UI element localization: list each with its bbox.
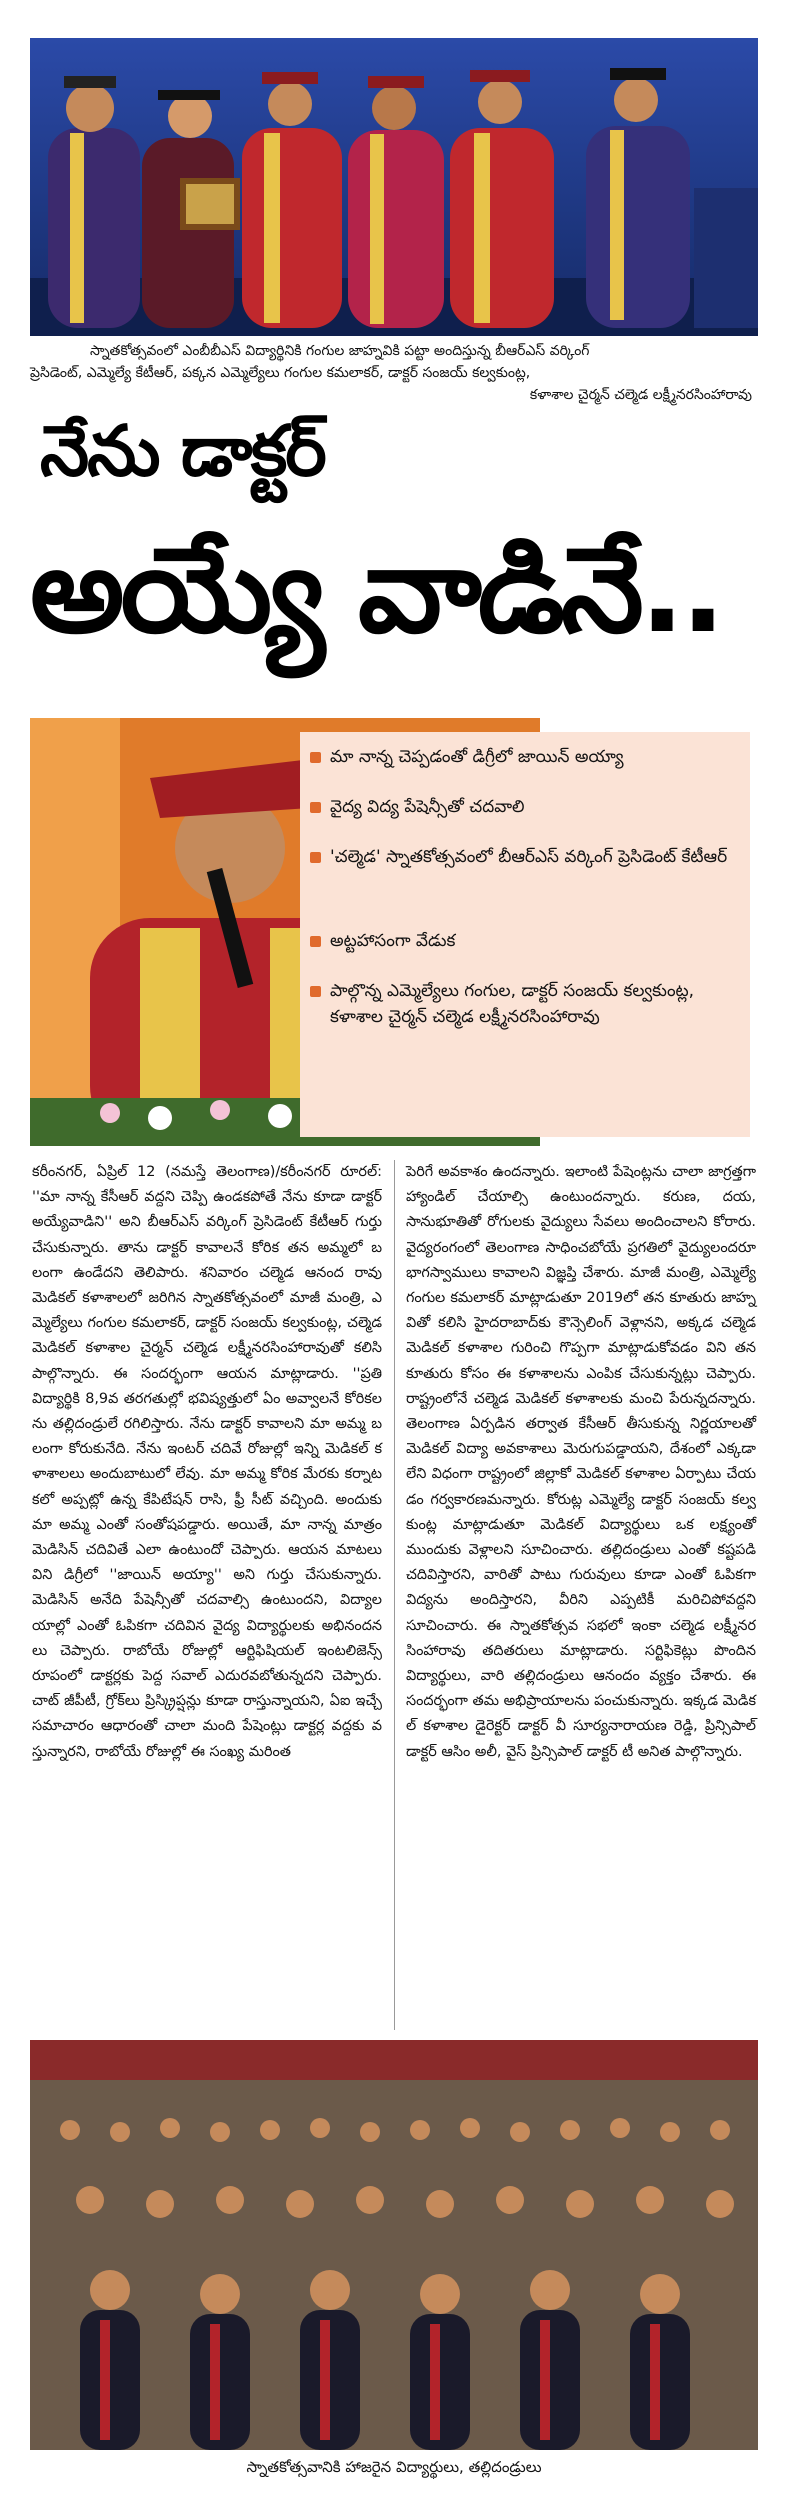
top-photo [30,38,758,336]
highlight-item: మా నాన్న చెప్పడంతో డిగ్రీలో జాయిన్ అయ్యా [330,744,740,770]
highlights-panel [300,732,750,1137]
article-column-right: పెరిగే అవకాశం ఉందన్నారు. ఇలాంటి పేషెంట్లను చాలా జాగ్రత్తగా హ్యాండిల్ చేయాల్సి ఉంటుందన్నారు. కరుణ, దయ, సానుభూతితో రోగులకు వైద్యులు సేవలు అందించాలని కోరారు. వైద్యరంగంలో తెలంగాణ సాధించబోయే ప్రగతిలో వైద్యులందరూ భాగస్వాములు కావాలని విజ్ఞప్తి చేశారు. మాజీ మంత్రి, ఎమ్మెల్యే గంగుల కమలాకర్ మాట్లాడుతూ 2019లో తన కూతురు జాహ్నవితో కలిసి హైదరాబాద్‌కు కౌన్సెలింగ్ వెళ్లానని, అక్కడ చల్మెడ మెడికల్ కళాశాల గురించి గొప్పగా మాట్లాడుకోవడం విని తన కూతురు కోసం ఈ కళాశాలను ఎంపిక చేసుకున్నట్లు చెప్పారు. రాష్ట్రంలోనే చల్మెడ మెడికల్ కళాశాలకు మంచి పేరున్నదన్నారు. తెలంగాణ ఏర్పడిన తర్వాత కేసీఆర్ తీసుకున్న నిర్ణయాలతో మెడికల్ విద్యా అవకాశాలు మెరుగుపడ్డాయని, దేశంలో ఎక్కడా లేని విధంగా రాష్ట్రంలో జిల్లాకో మెడికల్ కళాశాల ఏర్పాటు చేయడం గర్వకారణమన్నారు. కోరుట్ల ఎమ్మెల్యే డాక్టర్ సంజయ్ కల్వకుంట్ల మాట్లాడుతూ మెడికల్ విద్యార్థులు ఒక లక్ష్యంతో ముందుకు వెళ్లాలని సూచించారు. తల్లిదండ్రులు ఎంతో కష్టపడి చదివిస్తారని, వారితో పాటు గురువులు కూడా ఎంతో ఓపికగా విద్యను అందిస్తారని, వీరిని ఎప్పటికీ మరిచిపోవద్దని సూచించారు. ఈ స్నాతకోత్సవ సభలో ఇంకా చల్మెడ లక్ష్మీనరసింహారావు తదితరులు మాట్లాడారు. సర్టిఫికెట్లు పొందిన విద్యార్థులు, వారి తల్లిదండ్రులు ఆనందం వ్యక్తం చేశారు. ఈ సందర్భంగా తమ అభిప్రాయాలను పంచుకున్నారు. ఇక్కడ మెడికల్ కళాశాల డైరెక్టర్ డాక్టర్ వీ సూర్యనారాయణ రెడ్డి, ప్రిన్సిపాల్ డాక్టర్ ఆసిం అలీ, వైస్ ప్రిన్సిపాల్ డాక్టర్ టీ అనిత పాల్గొన్నారు. [406,1164,756,1760]
bullet-marker-icon [310,852,321,863]
bullet-marker-icon [310,802,321,813]
article-body [30,1160,758,2040]
highlight-item: అట్టహాసంగా వేడుక [330,928,740,954]
headline-line-1: నేను డాక్టర్ [40,410,325,492]
highlight-item: 'చల్మెడ' స్నాతకోత్సవంలో బీఆర్ఎస్ వర్కింగ్ ప్రెసిడెంట్ కేటీఆర్ [330,844,740,870]
highlight-item: వైద్య విద్య పేషెన్సీతో చదవాలి [330,794,740,820]
top-photo-caption [30,336,758,406]
bullet-marker-icon [310,936,321,947]
caption-line-1: స్నాతకోత్సవంలో ఎంబీబీఎస్ విద్యార్థినికి గంగుల జాహ్నవికి పట్టా అందిస్తున్న బీఆర్ఎస్ వర్కింగ్ [90,343,590,359]
bottom-photo [30,2040,758,2450]
highlight-item: పాల్గొన్న ఎమ్మెల్యేలు గంగుల, డాక్టర్ సంజయ్ కల్వకుంట్ల, కళాశాల చైర్మన్ చల్మెడ లక్ష్మీనరసింహారావు [330,978,740,1030]
column-divider [394,1160,395,2030]
caption-line-3: కళాశాల చైర్మన్ చల్మెడ లక్ష్మీనరసింహారావు [529,387,752,403]
bottom-photo-caption: స్నాతకోత్సవానికి హాజరైన విద్యార్థులు, తల్లిదండ్రులు [246,2458,542,2476]
audience-image [30,2040,758,2450]
feature-block [30,718,758,1146]
caption-line-2: ప్రెసిడెంట్, ఎమ్మెల్యే కేటీఆర్, పక్కన ఎమ్మెల్యేలు గంగుల కమలాకర్, డాక్టర్ సంజయ్ కల్వకుంట్ల, [30,365,531,381]
ceremony-stage-image [30,38,758,336]
article-column-left: కరీంనగర్, ఏప్రిల్ 12 (నమస్తే తెలంగాణ)/కరీంనగర్ రూరల్: ''మా నాన్న కేసీఆర్ వద్దని చెప్పి ఉండకపోతే నేను కూడా డాక్టర్ అయ్యేవాడిని'' అని బీఆర్ఎస్ వర్కింగ్ ప్రెసిడెంట్ కేటీఆర్ గుర్తు చేసుకున్నారు. తాను డాక్టర్ కావాలనే కోరిక తన అమ్మలో బలంగా ఉండేదని తెలిపారు. శనివారం చల్మెడ ఆనంద రావు మెడికల్ కళాశాలలో జరిగిన స్నాతకోత్సవంలో మాజీ మంత్రి, ఎమ్మెల్యేలు గంగుల కమలాకర్, డాక్టర్ సంజయ్ కల్వకుంట్ల, చల్మెడ మెడికల్ కళాశాల చైర్మన్ చల్మెడ లక్ష్మీనరసింహారావుతో కలిసి పాల్గొన్నారు. ఈ సందర్భంగా ఆయన మాట్లాడారు. ''ప్రతి విద్యార్థికి 8,9వ తరగతుల్లో భవిష్యత్తులో ఏం అవ్వాలనే కోరికలను తల్లిదండ్రులే రగిలిస్తారు. నేను డాక్టర్ కావాలని మా అమ్మ బలంగా కోరుకునేది. నేను ఇంటర్ చదివే రోజుల్లో ఇన్ని మెడికల్ కళాశాలలు అందుబాటులో లేవు. మా అమ్మ కోరిక మేరకు కర్నాటకలో అప్పట్లో ఉన్న కేపిటేషన్ రాసి, ఫ్రీ సీట్ వచ్చింది. అందుకు మా అమ్మ ఎంతో సంతోషపడ్డారు. అయితే, మా నాన్న మాత్రం మెడిసిన్ చదివితే ఎలా ఉంటుందో చెప్పారు. ఆయన మాటలు విని డిగ్రీలో ''జాయిన్ అయ్యా'' అని గుర్తు చేసుకున్నారు. మెడిసిన్ అనేది పేషెన్సీతో చదవాల్సి ఉంటుందని, విద్యాలయాల్లో ఎంతో ఓపికగా చదివిన వైద్య విద్యార్థులకు అభినందనలు చెప్పారు. రాబోయే రోజుల్లో ఆర్టిఫిషియల్ ఇంటలిజెన్స్ రూపంలో డాక్టర్లకు పెద్ద సవాల్ ఎదురవబోతున్నదని చెప్పారు. చాట్ జీపీటీ, గ్రోక్‌లు ప్రిస్క్రిప్షన్లు కూడా రాస్తున్నాయని, ఏఐ ఇచ్చే సమాచారం ఆధారంతో చాలా మంది పేషెంట్లు డాక్టర్ల వద్దకు వస్తున్నారని, రాబోయే రోజుల్లో ఈ సంఖ్య మరింత [32,1164,382,1760]
headline-line-2: అయ్యే వాడినే.. [30,521,722,659]
bullet-marker-icon [310,986,321,997]
bullet-marker-icon [310,752,321,763]
